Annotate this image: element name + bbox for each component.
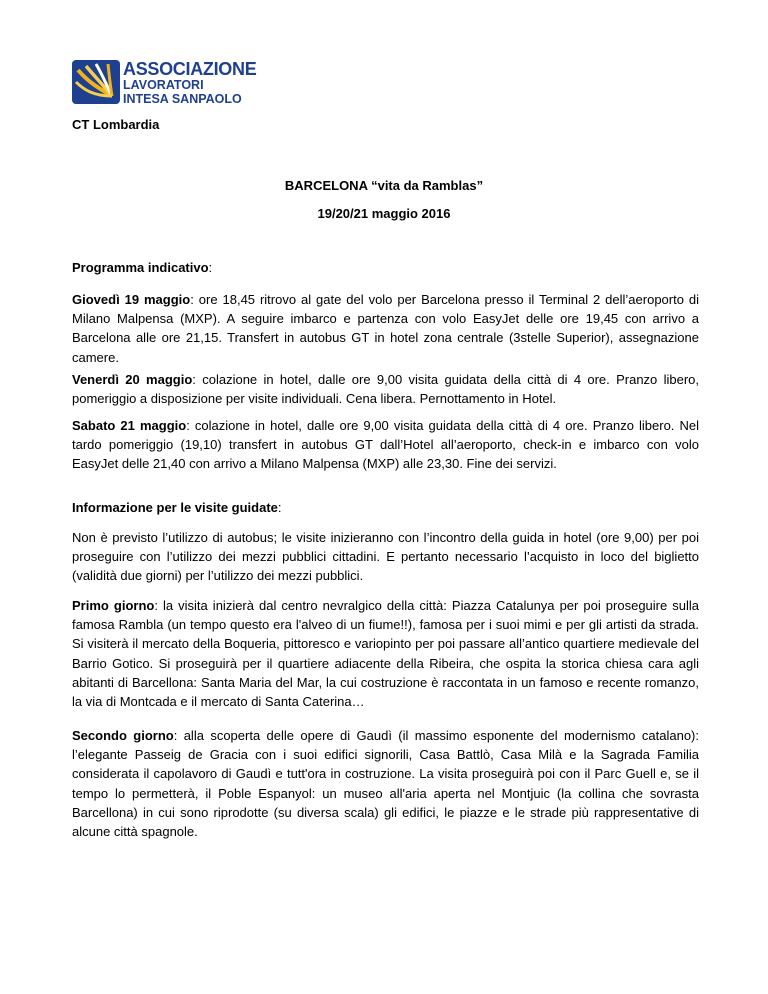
- programma-heading-text: Programma indicativo: [72, 260, 209, 275]
- primo-label: Primo giorno: [72, 598, 155, 613]
- info-heading: Informazione per le visite guidate:: [72, 500, 282, 515]
- day1-text: : ore 18,45 ritrovo al gate del volo per Barcelona presso il Terminal 2 dell’aeroporto di Milano Malpensa (MXP). A seguire imbarco e partenza con volo EasyJet delle ore 19,45 con arrivo a Barcelona alle ore 21,15. Transfert in autobus GT in hotel zona centrale (3stelle Superior), assegnazione camere.: [72, 292, 699, 365]
- primo-text: : la visita inizierà dal centro nevralgico della città: Piazza Catalunya per poi proseguire sulla famosa Rambla (un tempo questo era l'alveo di un fiume!!), famosa per i suoi mimi e per gli artisti da strada. Si visiterà il mercato della Boqueria, pittoresco e variopinto per poi passare all’antico quartiere medievale del Barrio Gotico. Si proseguirà per il quartiere adiacente della Ribeira, che ospita la storica chiesa cara agli abitanti di Barcellona: Santa Maria del Mar, la cui costruzione è raccontata in un famoso e recente romanzo, la via di Montcada e il mercato di Santa Caterina…: [72, 598, 700, 710]
- document-dates: 19/20/21 maggio 2016: [317, 206, 451, 221]
- day3-text: : colazione in hotel, dalle ore 9,00 visita guidata della città di 4 ore. Pranzo libero. Nel tardo pomeriggio (19,10) transfert in autobus GT dall’Hotel all’aeroporto, check-in e imbarco con volo EasyJet delle 21,40 con arrivo a Milano Malpensa (MXP) alle 23,30. Fine dei servizi.: [72, 418, 700, 472]
- ct-label: CT Lombardia: [72, 117, 160, 132]
- primo-paragraph: [72, 596, 699, 711]
- day2-text: : colazione in hotel, dalle ore 9,00 visita guidata della città di 4 ore. Pranzo libero, pomeriggio a disposizione per visite individuali. Cena libera. Pernottamento in Hotel.: [72, 372, 699, 407]
- logo-text: [123, 60, 256, 105]
- day1-paragraph: [72, 290, 699, 367]
- logo-emblem-icon: [72, 60, 122, 106]
- info-heading-text: Informazione per le visite guidate: [72, 500, 278, 515]
- day1-label: Giovedì 19 maggio: [72, 292, 191, 307]
- day3-label: Sabato 21 maggio: [72, 418, 187, 433]
- logo-line-1: ASSOCIAZIONE: [123, 59, 257, 79]
- logo-line-3: INTESA SANPAOLO: [123, 91, 242, 106]
- info-text: Non è previsto l’utilizzo di autobus; le visite inizieranno con l’incontro della guida in hotel (ore 9,00) per poi proseguire con l’utilizzo dei mezzi pubblici cittadini. E pertanto necessario l’acquisto in loco del biglietto (validità due giorni) per l’utilizzo dei mezzi pubblici.: [72, 530, 699, 584]
- day3-paragraph: [72, 416, 699, 474]
- document-title: BARCELONA “vita da Ramblas”: [284, 178, 484, 193]
- secondo-label: Secondo giorno: [72, 728, 174, 743]
- day2-label: Venerdì 20 maggio: [72, 372, 193, 387]
- secondo-paragraph: [72, 726, 699, 841]
- day2-paragraph: [72, 370, 699, 408]
- programma-heading: Programma indicativo:: [72, 260, 213, 275]
- logo-line-2: LAVORATORI: [123, 78, 204, 92]
- info-paragraph: [72, 528, 699, 586]
- secondo-text: : alla scoperta delle opere di Gaudì (il massimo esponente del modernismo catalano): l’elegante Passeig de Gracia con i suoi edifici signorili, Casa Battlò, Casa Milà e la Sagrada Familia considerata il capolavoro di Gaudì e tutt'ora in costruzione. La visita proseguirà poi con il Parc Guell e, se il tempo lo permetterà, il Poble Espanyol: un museo all'aria aperta nel Montjuic (la collina che sovrasta Barcellona) in cui sono riprodotte (su diversa scala) gli edifici, le piazze e le strade più rappresentative di alcune città spagnole.: [72, 728, 699, 840]
